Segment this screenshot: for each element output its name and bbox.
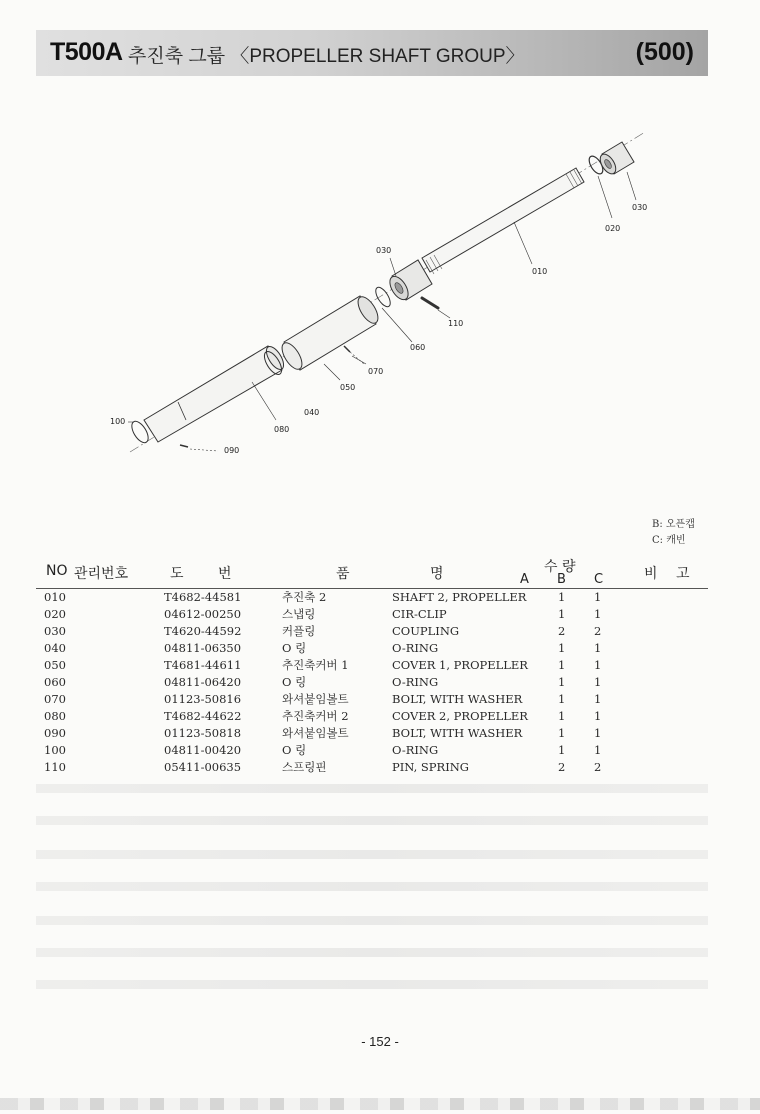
row-number: 100 <box>44 743 66 757</box>
part-number: 05411-00635 <box>164 760 242 774</box>
row-number: 090 <box>44 726 66 740</box>
part-110-spring-pin <box>422 298 438 308</box>
table-row <box>0 726 760 743</box>
callout-090: 090 <box>224 446 240 455</box>
korean-name: 와셔붙임볼트 <box>282 692 349 706</box>
qty-c: 1 <box>594 590 602 604</box>
part-number: 01123-50816 <box>164 692 242 706</box>
part-number: 04612-00250 <box>164 607 242 621</box>
callout-070: 070 <box>368 367 384 376</box>
table-row <box>0 658 760 675</box>
table-row <box>0 692 760 709</box>
callout-110: 110 <box>448 319 464 328</box>
row-number: 070 <box>44 692 66 706</box>
korean-name: O 링 <box>282 675 307 689</box>
table-row <box>0 641 760 658</box>
part-number: T4620-44592 <box>164 624 242 638</box>
header-quantity: 수 량 <box>544 559 576 575</box>
part-090-bolt <box>180 445 218 451</box>
qty-b: 1 <box>558 743 566 757</box>
part-number: T4682-44622 <box>164 709 242 723</box>
qty-c: 1 <box>594 692 602 706</box>
scan-band <box>36 784 708 793</box>
qty-c: 1 <box>594 709 602 723</box>
table-row <box>0 760 760 777</box>
english-name: CIR-CLIP <box>392 607 447 621</box>
qty-b: 1 <box>558 709 566 723</box>
qty-c: 2 <box>594 624 602 638</box>
qty-b: 1 <box>558 590 566 604</box>
scan-band <box>36 882 708 891</box>
part-050-cover-1 <box>278 294 382 373</box>
korean-name: 스냅링 <box>282 607 316 621</box>
scan-band <box>36 948 708 957</box>
row-number: 060 <box>44 675 66 689</box>
english-name: O-RING <box>392 641 439 655</box>
table-row <box>0 624 760 641</box>
header-remark-2: 고 <box>676 566 690 582</box>
row-number: 050 <box>44 658 66 672</box>
callout-040: 040 <box>304 408 320 417</box>
table-row <box>0 607 760 624</box>
callout-030-mid: 030 <box>376 246 392 255</box>
callout-060: 060 <box>410 343 426 352</box>
scan-edge-strip <box>0 1098 760 1110</box>
callout-020: 020 <box>605 224 621 233</box>
korean-name: O 링 <box>282 641 307 655</box>
part-number: 04811-00420 <box>164 743 242 757</box>
korean-name: 커플링 <box>282 624 316 638</box>
part-number: T4681-44611 <box>164 658 242 672</box>
note-c-cabin: C: 캐빈 <box>652 535 686 546</box>
korean-name: 추진축커버 1 <box>282 658 349 672</box>
table-row <box>0 743 760 760</box>
qty-b: 1 <box>558 692 566 706</box>
exploded-parts-diagram <box>100 120 680 480</box>
part-080-cover-2 <box>144 344 290 442</box>
header-drawing-2: 번 <box>218 566 232 582</box>
row-number: 030 <box>44 624 66 638</box>
qty-b: 1 <box>558 641 566 655</box>
english-name: SHAFT 2, PROPELLER <box>392 590 527 604</box>
callout-100: 100 <box>110 417 126 426</box>
english-name: BOLT, WITH WASHER <box>392 726 523 740</box>
qty-c: 1 <box>594 726 602 740</box>
callout-010: 010 <box>532 267 548 276</box>
header-name-2: 명 <box>430 566 444 582</box>
english-name: BOLT, WITH WASHER <box>392 692 523 706</box>
table-row <box>0 590 760 607</box>
header-management-no: 관리번호 <box>74 566 129 582</box>
part-010-shaft <box>422 168 584 274</box>
english-name: PIN, SPRING <box>392 760 469 774</box>
callout-080: 080 <box>274 425 290 434</box>
part-060-o-ring <box>373 285 393 309</box>
scan-band <box>36 980 708 989</box>
english-name: COVER 2, PROPELLER <box>392 709 528 723</box>
qty-b: 2 <box>558 760 566 774</box>
header-qty-b: B <box>557 572 566 587</box>
qty-c: 1 <box>594 658 602 672</box>
korean-name: 와셔붙임볼트 <box>282 726 349 740</box>
table-row <box>0 675 760 692</box>
row-number: 040 <box>44 641 66 655</box>
korean-name: O 링 <box>282 743 307 757</box>
callout-030-top: 030 <box>632 203 648 212</box>
header-name-1: 품 <box>336 566 350 582</box>
qty-c: 1 <box>594 641 602 655</box>
qty-b: 2 <box>558 624 566 638</box>
row-number: 010 <box>44 590 66 604</box>
scan-band <box>36 816 708 825</box>
header-remark-1: 비 <box>644 566 658 582</box>
qty-b: 1 <box>558 726 566 740</box>
part-number: 04811-06350 <box>164 641 242 655</box>
part-number: 04811-06420 <box>164 675 242 689</box>
qty-b: 1 <box>558 658 566 672</box>
korean-name: 스프링핀 <box>282 760 327 774</box>
header-qty-a: A <box>520 572 529 587</box>
row-number: 080 <box>44 709 66 723</box>
header-qty-c: C <box>594 572 604 587</box>
header-divider <box>36 588 708 589</box>
korean-name: 추진축 2 <box>282 590 327 604</box>
callout-050: 050 <box>340 383 356 392</box>
qty-c: 1 <box>594 743 602 757</box>
row-number: 020 <box>44 607 66 621</box>
part-number: T4682-44581 <box>164 590 242 604</box>
part-number: 01123-50818 <box>164 726 242 740</box>
page-number: - 152 - <box>361 1034 399 1049</box>
model-name: T500A <box>50 38 123 66</box>
section-title: 추진축 그룹 〈PROPELLER SHAFT GROUP〉 <box>128 46 525 67</box>
qty-c: 1 <box>594 675 602 689</box>
english-name: O-RING <box>392 743 439 757</box>
header-drawing-1: 도 <box>170 566 184 582</box>
english-name: COVER 1, PROPELLER <box>392 658 528 672</box>
scan-band <box>36 850 708 859</box>
english-name: COUPLING <box>392 624 460 638</box>
note-b-open-cab: B: 오픈캡 <box>652 519 695 530</box>
qty-c: 1 <box>594 607 602 621</box>
page-header <box>36 30 708 76</box>
qty-c: 2 <box>594 760 602 774</box>
section-code: (500) <box>635 38 694 66</box>
english-name: O-RING <box>392 675 439 689</box>
korean-name: 추진축커버 2 <box>282 709 349 723</box>
table-row <box>0 709 760 726</box>
qty-b: 1 <box>558 607 566 621</box>
scan-band <box>36 916 708 925</box>
header-no: NO <box>46 563 68 579</box>
row-number: 110 <box>44 760 66 774</box>
qty-b: 1 <box>558 675 566 689</box>
